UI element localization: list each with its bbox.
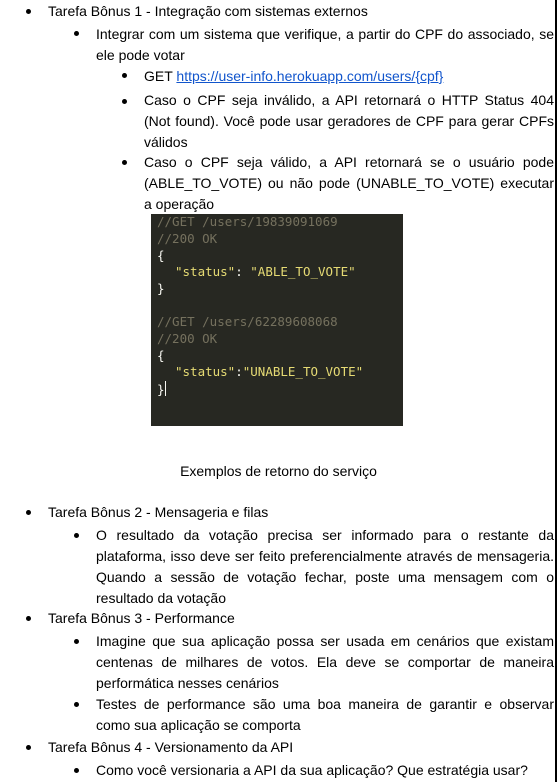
bullet-l1: [26, 510, 31, 515]
valid-cpf-note: Caso o CPF seja válido, a API retornará se o usuário pode (ABLE_TO_VOTE) ou não pode (UNABLE_TO_VOTE) executar a operação: [144, 154, 554, 212]
get-method: GET: [144, 68, 177, 84]
code-value: "UNABLE_TO_VOTE": [242, 364, 364, 379]
task-4-description: Como você versionaria a API da sua aplicação? Que estratégia usar?: [96, 762, 528, 778]
bullet-l3: [122, 99, 127, 104]
code-key: "status": [175, 264, 236, 279]
code-line: [175, 364, 363, 381]
bullet-l2: [74, 639, 79, 644]
code-line: {: [157, 248, 165, 263]
code-separator: :: [235, 364, 243, 379]
get-endpoint-line: [144, 66, 554, 87]
task-3-description: Imagine que sua aplicação possa ser usada em cenários que existam centenas de milhares de votos. Ela deve se comportar de maneira performática nesses cenários: [96, 633, 554, 691]
invalid-cpf-note: Caso o CPF seja inválido, a API retornará o HTTP Status 404 (Not found). Você pode usar geradores de CPF para gerar CPFs válidos: [144, 92, 554, 150]
code-separator: :: [235, 264, 251, 279]
code-closing-brace: }: [157, 382, 165, 397]
bullet-l2: [74, 768, 79, 773]
code-caption: Exemplos de retorno do serviço: [180, 463, 377, 479]
code-line: //200 OK: [157, 231, 218, 246]
code-line: //GET /users/19839091069: [157, 214, 338, 229]
task-3-testing-note: Testes de performance são uma boa maneira de garantir e observar como sua aplicação se comporta: [96, 696, 554, 733]
code-line: }: [157, 281, 165, 296]
text-cursor: [165, 381, 166, 396]
task-3-title: Tarefa Bônus 3 - Performance: [48, 610, 235, 626]
task-4-title: Tarefa Bônus 4 - Versionamento da API: [48, 739, 294, 755]
task-2-title: Tarefa Bônus 2 - Mensageria e filas: [48, 504, 269, 520]
bullet-l1: [26, 616, 31, 621]
bullet-l2: [74, 533, 79, 538]
bullet-l2: [74, 31, 79, 36]
bullet-l3: [122, 73, 127, 78]
code-value: "ABLE_TO_VOTE": [250, 264, 356, 279]
code-example: [151, 214, 403, 426]
task-1-title: Tarefa Bônus 1 - Integração com sistemas externos: [48, 3, 368, 19]
code-line: {: [157, 348, 165, 363]
bullet-l1: [26, 745, 31, 750]
code-line: [157, 381, 166, 399]
get-endpoint-link[interactable]: https://user-info.herokuapp.com/users/{cpf}: [176, 68, 444, 84]
code-line: //GET /users/62289608068: [157, 314, 338, 329]
bullet-l3: [122, 160, 127, 165]
code-line: [175, 264, 356, 281]
code-key: "status": [175, 364, 236, 379]
task-1-description: Integrar com um sistema que verifique, a partir do CPF do associado, se ele pode votar: [96, 26, 554, 63]
bullet-l2: [74, 702, 79, 707]
task-2-description: O resultado da votação precisa ser informado para o restante da plataforma, isso deve ser feito preferencialmente através de mensageria. Quando a sessão de votação fechar, poste uma mensagem com o resultado da votação: [96, 527, 554, 606]
bullet-l1: [26, 9, 31, 14]
code-line: //200 OK: [157, 331, 218, 346]
